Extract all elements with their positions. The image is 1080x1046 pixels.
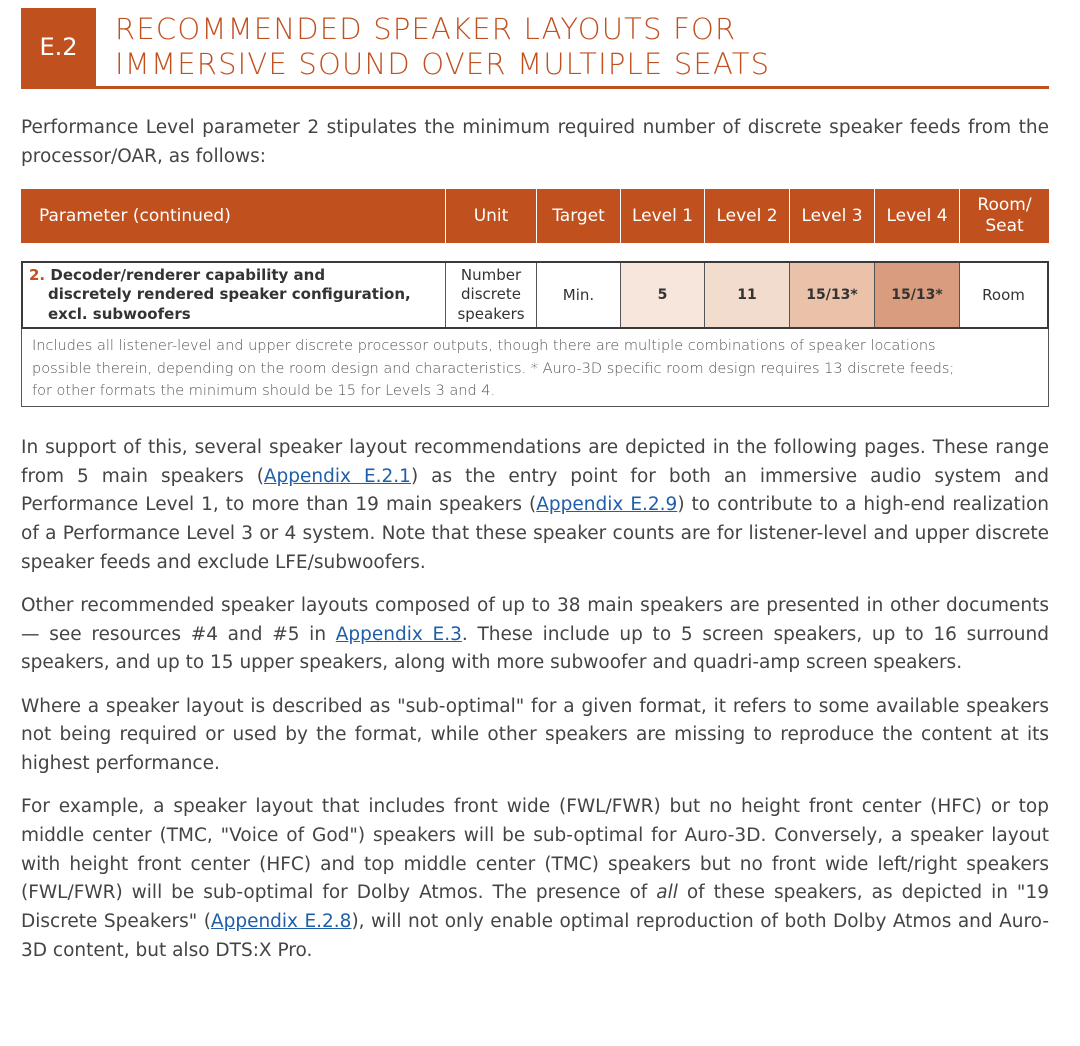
paragraph-3: Where a speaker layout is described as "sub-optimal" for a given format, it refers to some available speakers not being required or used by the format, while other speakers are missing to reproduce the content at its highest performance. xyxy=(21,695,1049,775)
paragraph-1 xyxy=(21,434,1049,578)
section-title xyxy=(115,12,770,82)
section-title-line2: IMMERSIVE SOUND OVER MULTIPLE SEATS xyxy=(115,47,771,81)
cell-target: Min. xyxy=(536,263,620,327)
param-line3: excl. subwoofers xyxy=(48,304,191,323)
appendix-e28-link[interactable]: Appendix E.2.8 xyxy=(210,911,352,933)
header-room-seat xyxy=(959,189,1049,243)
table-note-line3: for other formats the minimum should be 15 for Levels 3 and 4. xyxy=(32,383,496,399)
cell-room-seat: Room xyxy=(959,263,1047,327)
param-line1: Decoder/renderer capability and xyxy=(50,265,326,284)
header-room-seat-line1: Room/ xyxy=(977,195,1032,215)
header-target: Target xyxy=(536,189,620,243)
cell-level3: 15/13* xyxy=(789,263,874,327)
performance-table xyxy=(21,189,1049,399)
p2-text-b: . These include up to 5 screen speakers, up to 16 surround speakers, and up to 15 upper speakers, along with more subwoofer and quadri-amp screen speakers. xyxy=(21,623,1049,674)
section-header xyxy=(21,0,1049,89)
section-title-line1: RECOMMENDED SPEAKER LAYOUTS FOR xyxy=(115,12,737,46)
header-level2: Level 2 xyxy=(704,189,789,243)
cell-level1: 5 xyxy=(620,263,704,327)
header-parameter: Parameter (continued) xyxy=(39,205,231,226)
p4-text-c: ), will not only enable optimal reproduction of both Dolby Atmos and Auro-3D content, but also DTS:X Pro. xyxy=(21,911,1050,961)
header-level1: Level 1 xyxy=(620,189,704,243)
paragraph-2 xyxy=(21,592,1049,678)
p1-text-a: In support of this, several speaker layout recommendations are depicted in the following pages. These range from 5 main speakers ( xyxy=(21,437,1049,487)
header-room-seat-line2: Seat xyxy=(985,216,1024,236)
unit-line3: speakers xyxy=(457,304,525,323)
cell-level4: 15/13* xyxy=(874,263,959,327)
appendix-e3-link[interactable]: Appendix E.3 xyxy=(335,623,462,645)
p2-text-a: Other recommended speaker layouts composed of up to 38 main speakers are presented in other documents — see resources #4 and #5 in xyxy=(21,595,1049,645)
paragraph-4 xyxy=(21,793,1049,965)
p1-text-c: ) to contribute to a high-end realization of a Performance Level 3 or 4 system. Note that these speaker counts are for listener-level and upper discrete speaker feeds and exclude LFE/subwoofers. xyxy=(21,494,1049,573)
cell-parameter xyxy=(23,263,445,327)
table-header-row xyxy=(21,189,1049,243)
body-text xyxy=(21,434,1049,980)
unit-line1: Number xyxy=(460,265,522,284)
table-note-line1: Includes all listener-level and upper discrete processor outputs, though there are multiple combinations of speaker locations xyxy=(32,338,936,354)
table-row xyxy=(21,261,1049,329)
param-line2: discretely rendered speaker configuration, xyxy=(48,285,411,304)
p4-text-a: For example, a speaker layout that includes front wide (FWL/FWR) but no height front center (HFC) or top middle center (TMC, "Voice of God") speakers will be sub-optimal for Auro-3D. Conversely, a speaker layout with height front center (HFC) and top middle center (TMC) speakers but no front wide left/right speakers (FWL/FWR) will be sub-optimal for Dolby Atmos. The presence of xyxy=(21,796,1049,904)
document-page xyxy=(21,0,1050,961)
cell-level2: 11 xyxy=(704,263,789,327)
p4-emphasis: all xyxy=(656,882,678,904)
table-note-line2: possible therein, depending on the room design and characteristics. * Auro-3D specific room design requires 13 discrete feeds; xyxy=(32,360,955,377)
p1-text-b: ) as the entry point for both an immersive audio system and Performance Level 1, to more than 19 main speakers ( xyxy=(21,465,1049,516)
header-level3: Level 3 xyxy=(789,189,874,243)
p4-text-b: of these speakers, as depicted in "19 Discrete Speakers" ( xyxy=(21,882,1049,933)
section-number-badge: E.2 xyxy=(21,8,96,86)
row-number: 2. xyxy=(29,265,46,284)
appendix-e21-link[interactable]: Appendix E.2.1 xyxy=(263,465,411,487)
cell-unit xyxy=(445,263,536,327)
header-level4: Level 4 xyxy=(874,189,959,243)
unit-line2: discrete xyxy=(461,285,521,304)
table-note xyxy=(21,329,1049,407)
intro-paragraph: Performance Level parameter 2 stipulates the minimum required number of discrete speaker feeds from the processor/OAR, as follows: xyxy=(21,117,1049,167)
header-unit: Unit xyxy=(445,189,536,243)
appendix-e29-link[interactable]: Appendix E.2.9 xyxy=(536,494,678,516)
